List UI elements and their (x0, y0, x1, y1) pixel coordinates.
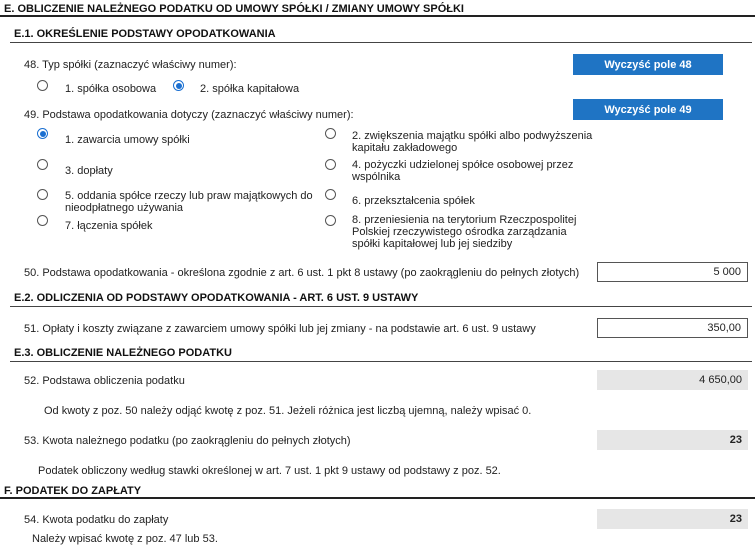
section-e2-title: E.2. ODLICZENIA OD PODSTAWY OPODATKOWANIA - ART. 6 UST. 9 USTAWY (14, 292, 419, 304)
q54-label: 54. Kwota podatku do zapłaty (24, 514, 169, 526)
section-e2-divider (10, 306, 752, 307)
q49-radio-3[interactable] (37, 159, 48, 170)
q49-option-2-label: 2. zwiększenia majątku spółki albo podwyższenia kapitału zakładowego (352, 130, 593, 154)
q49-option-4-label: 4. pożyczki udzielonej spółce osobowej przez wspólnika (352, 159, 574, 183)
q49-option-8-label: 8. przeniesienia na terytorium Rzeczpospolitej Polskiej rzeczywistego ośrodka zarządzania spółki kapitałowej lub jej siedziby (352, 214, 577, 250)
q49-option-1-label: 1. zawarcia umowy spółki (65, 134, 190, 146)
q49-radio-1[interactable] (37, 128, 48, 139)
q50-label: 50. Podstawa opodatkowania - określona zgodnie z art. 6 ust. 1 pkt 8 ustawy (po zaokrągleniu do pełnych złotych) (24, 267, 580, 279)
q49-radio-5[interactable] (37, 189, 48, 200)
q49-radio-2[interactable] (325, 128, 336, 139)
q49-radio-6[interactable] (325, 189, 336, 200)
q53-label: 53. Kwota należnego podatku (po zaokrągleniu do pełnych złotych) (24, 435, 351, 447)
q51-input[interactable]: 350,00 (597, 318, 748, 338)
q52-value: 4 650,00 (597, 370, 748, 390)
q50-input[interactable]: 5 000 (597, 262, 748, 282)
section-e-title: E. OBLICZENIE NALEŻNEGO PODATKU OD UMOWY SPÓŁKI / ZMIANY UMOWY SPÓŁKI (4, 3, 464, 15)
section-e-divider (0, 15, 755, 17)
q49-option-7-label: 7. łączenia spółek (65, 220, 153, 232)
q52-label: 52. Podstawa obliczenia podatku (24, 375, 185, 387)
q51-label: 51. Opłaty i koszty związane z zawarciem umowy spółki lub jej zmiany - na podstawie art. 6 ust. 9 ustawy (24, 323, 536, 335)
q49-option-6-label: 6. przekształcenia spółek (352, 195, 475, 207)
section-f-divider (0, 497, 755, 499)
q53-note: Podatek obliczony według stawki określonej w art. 7 ust. 1 pkt 9 ustawy od podstawy z poz. 52. (38, 465, 501, 477)
q49-radio-4[interactable] (325, 159, 336, 170)
section-e1-title: E.1. OKREŚLENIE PODSTAWY OPODATKOWANIA (14, 28, 276, 40)
q49-radio-8[interactable] (325, 215, 336, 226)
q54-value: 23 (597, 509, 748, 529)
section-f-title: F. PODATEK DO ZAPŁATY (4, 485, 142, 497)
q48-radio-1[interactable] (37, 80, 48, 91)
q53-value: 23 (597, 430, 748, 450)
clear-49-button[interactable]: Wyczyść pole 49 (573, 99, 723, 120)
q48-option-1-label: 1. spółka osobowa (65, 83, 157, 95)
q49-radio-7[interactable] (37, 215, 48, 226)
q54-note: Należy wpisać kwotę z poz. 47 lub 53. (32, 533, 218, 545)
section-e3-divider (10, 361, 752, 362)
q48-radio-2[interactable] (173, 80, 184, 91)
q48-label: 48. Typ spółki (zaznaczyć właściwy numer): (24, 59, 237, 71)
q52-note: Od kwoty z poz. 50 należy odjąć kwotę z poz. 51. Jeżeli różnica jest liczbą ujemną, należy wpisać 0. (44, 405, 532, 417)
section-e1-divider (10, 42, 752, 43)
q49-option-3-label: 3. dopłaty (65, 165, 113, 177)
section-e3-title: E.3. OBLICZENIE NALEŻNEGO PODATKU (14, 347, 232, 359)
q49-label: 49. Podstawa opodatkowania dotyczy (zaznaczyć właściwy numer): (24, 109, 354, 121)
q48-option-2-label: 2. spółka kapitałowa (200, 83, 300, 95)
clear-48-button[interactable]: Wyczyść pole 48 (573, 54, 723, 75)
q49-option-5-label: 5. oddania spółce rzeczy lub praw majątkowych do nieodpłatnego używania (65, 190, 313, 214)
